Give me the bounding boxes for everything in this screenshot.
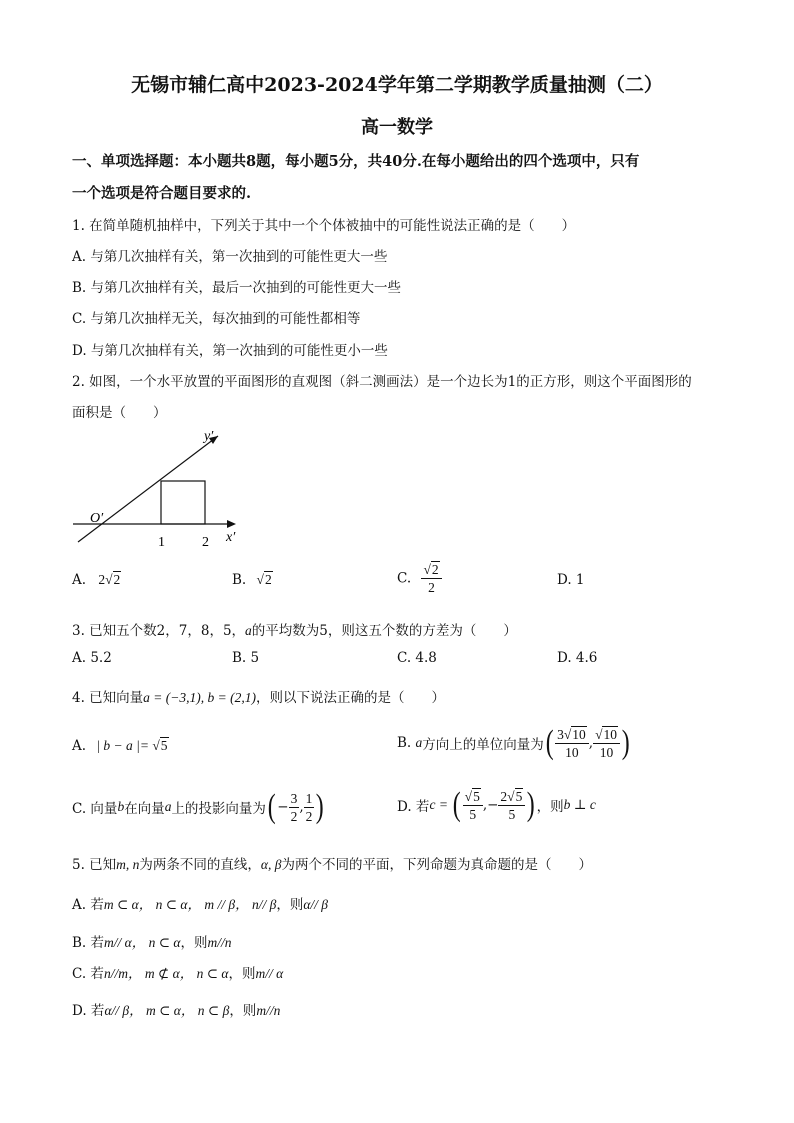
exam-title: 无锡市辅仁高中2023-2024学年第二学期教学质量抽测（二） — [131, 74, 663, 96]
q2-c-num: 2 — [431, 562, 439, 577]
q1-option-c: C. 与第几次抽样无关，每次抽到的可能性都相等 — [72, 311, 361, 327]
tick-label-1: 1 — [158, 535, 165, 550]
q3-option-a: A. 5.2 — [72, 650, 112, 666]
q4-d-label: D. 若 — [397, 799, 430, 815]
q5-d-then: ，则 — [229, 1003, 257, 1019]
q4-a-radicand: 5 — [160, 738, 168, 753]
q4-c-text: 上的投影向量为 — [171, 801, 266, 817]
q4-c-d1: 2 — [290, 808, 298, 824]
q4-option-d: D. 若c = ( $\frac{√5}{5}$ ,− $\frac{2√5}{5}$ ) ，则b ⊥ c — [397, 786, 596, 823]
q4-c-n1: 3 — [290, 790, 298, 806]
q2-option-b: B. √2 — [232, 572, 272, 588]
q5-d-expr: α// β， m ⊂ α， n ⊂ β — [104, 1003, 230, 1018]
q3-stem-post: 的平均数为5，则这五个数的方差为（ ） — [251, 623, 517, 639]
q4-d-c: c — [429, 797, 436, 812]
q5-b-expr: m// α， n ⊂ α — [104, 935, 181, 950]
square-shape — [161, 481, 205, 524]
q4-a-label: A. — [72, 738, 87, 754]
q1-option-a: A. 与第几次抽样有关，第一次抽到的可能性更大一些 — [72, 249, 388, 265]
q4-d-post: ，则 — [536, 799, 564, 815]
q5-a-expr: m ⊂ α， n ⊂ α， m // β， n// β — [103, 897, 277, 912]
q2-c-fraction: $\frac{√2}{2}$ — [421, 561, 441, 596]
q4-d-frac1: $\frac{√5}{5}$ — [463, 788, 483, 823]
q4-b-n1-coef: 3 — [557, 726, 564, 742]
q1-option-b: B. 与第几次抽样有关，最后一次抽到的可能性更大一些 — [72, 280, 402, 296]
q5-c-then: ，则 — [228, 966, 256, 982]
q5-d-label: D. 若 — [72, 1003, 105, 1019]
q4-option-a: A. | b − a |= √5 — [72, 738, 168, 754]
q2-b-radicand: 2 — [264, 572, 272, 587]
q5-stem-mid: 为两条不同的直线， — [139, 857, 261, 873]
section-heading-line2: 一个选项是符合题目要求的. — [72, 185, 252, 202]
q4-d-d2: 5 — [508, 806, 516, 822]
q4-c-n2: 1 — [305, 790, 313, 806]
q4-c-a: a — [164, 799, 172, 814]
q2-stem-line1: 2. 如图，一个水平放置的平面图形的直观图（斜二测画法）是一个边长为1的正方形，则这个平面图形的 — [72, 374, 692, 390]
left-paren: ( — [267, 788, 276, 825]
q5-d-res: m//n — [256, 1003, 281, 1018]
q2-option-a: A. 2√2 — [72, 572, 121, 588]
q3-option-b: B. 5 — [232, 650, 260, 666]
q5-c-res: m// α — [255, 966, 284, 981]
q2-c-den: 2 — [428, 580, 435, 595]
q5-option-a — [72, 893, 328, 913]
q4-b-vector: a — [415, 735, 423, 750]
q4-c-d2: 2 — [305, 808, 313, 824]
q4-b-frac2: $\frac{√10}{10}$ — [593, 726, 620, 761]
q5-b-then: ，则 — [180, 935, 208, 951]
right-paren: ) — [316, 788, 325, 825]
right-paren: ) — [527, 786, 535, 823]
q4-vector-def: a = (−3,1), b = (2,1) — [143, 690, 256, 705]
q4-d-frac2: $\frac{2√5}{5}$ — [498, 788, 525, 823]
q2-option-d: D. 1 — [557, 572, 585, 588]
q5-stem-pre: 5. 已知 — [72, 857, 117, 873]
q4-option-b: B. a方向上的单位向量为( $\frac{3√10}{10}$ , $\frac{√10}{10}$ ) — [397, 724, 630, 761]
x-axis-label: x′ — [226, 530, 236, 545]
q3-stem-pre: 3. 已知五个数2，7，8，5， — [72, 623, 246, 639]
q5-b-label: B. 若 — [72, 935, 105, 951]
q2-a-label: A. — [72, 572, 87, 588]
q2-oblique-figure — [68, 424, 258, 554]
q3-stem — [72, 619, 517, 639]
q5-stem-post: 为两个不同的平面，下列命题为真命题的是（ ） — [281, 857, 592, 873]
exam-subtitle: 高一数学 — [361, 117, 433, 138]
q4-c-label: C. 向量 — [72, 801, 118, 817]
q5-c-label: C. 若 — [72, 966, 104, 982]
q5-a-res: α// β — [303, 897, 329, 912]
q4-b-n1-rad: 10 — [572, 726, 586, 742]
q2-b-label: B. — [232, 572, 247, 588]
q5-mn: m, n — [116, 857, 140, 872]
q4-b-d2: 10 — [599, 744, 614, 760]
q3-var: a — [245, 623, 252, 638]
q2-a-radicand: 2 — [113, 572, 121, 587]
q4-stem — [72, 686, 445, 706]
q5-ab: α, β — [260, 857, 282, 872]
q5-c-expr: n//m， m ⊄ α， n ⊂ α — [103, 966, 229, 981]
q4-b-n2-rad: 10 — [603, 726, 617, 742]
q4-b-label: B. — [397, 735, 412, 751]
q4-d-rel: b ⊥ c — [563, 797, 596, 812]
q3-option-d: D. 4.6 — [557, 650, 598, 666]
origin-label: O′ — [90, 511, 104, 526]
q4-a-expr: | b − a |= — [96, 738, 153, 753]
q4-d-n1-rad: 5 — [473, 788, 480, 804]
q4-d-n2-rad: 5 — [515, 788, 523, 804]
q5-option-c — [72, 962, 283, 982]
section-heading-line1: 一、单项选择题：本小题共8题，每小题5分，共40分.在每小题给出的四个选项中，只有 — [72, 153, 640, 170]
q4-c-frac2 — [304, 790, 315, 825]
x-axis-arrow — [227, 520, 236, 528]
q5-option-b — [72, 931, 232, 951]
q4-b-d1: 10 — [565, 744, 579, 760]
q4-c-mid: 在向量 — [124, 801, 165, 817]
left-paren: ( — [545, 724, 554, 761]
q1-option-d: D. 与第几次抽样有关，第一次抽到的可能性更小一些 — [72, 343, 388, 359]
q5-stem — [72, 853, 592, 873]
q4-stem-post: ，则以下说法正确的是（ ） — [255, 690, 445, 706]
q5-a-then: ，则 — [276, 897, 304, 913]
right-paren: ) — [621, 724, 630, 761]
q5-a-label: A. 若 — [72, 897, 104, 913]
q4-option-c: C. 向量b在向量a上的投影向量为( − $\frac{3}{2}$ , $\frac{1}{2}$ ) — [72, 788, 325, 825]
q4-d-n2-coef: 2 — [500, 788, 508, 804]
q4-c-b: b — [117, 799, 125, 814]
q3-option-c: C. 4.8 — [397, 650, 437, 666]
q4-stem-pre: 4. 已知向量 — [72, 690, 144, 706]
q4-c-frac1 — [289, 790, 300, 825]
q4-d-d1: 5 — [469, 806, 477, 822]
q4-d-eq: = — [435, 797, 452, 812]
q2-a-coef: 2 — [98, 572, 106, 587]
y-axis-line — [78, 436, 218, 542]
left-paren: ( — [453, 786, 461, 823]
y-axis-label: y′ — [204, 429, 214, 444]
q1-stem: 1. 在简单随机抽样中，下列关于其中一个个体被抽中的可能性说法正确的是（ ） — [72, 218, 576, 234]
q5-b-res: m//n — [207, 935, 232, 950]
q5-option-d — [72, 999, 280, 1019]
tick-label-2: 2 — [202, 535, 209, 550]
q2-c-label: C. — [397, 570, 412, 587]
q4-b-frac1: $\frac{3√10}{10}$ — [555, 726, 589, 761]
q2-option-c — [397, 561, 442, 596]
q2-stem-line2: 面积是（ ） — [72, 405, 167, 421]
q4-b-text: 方向上的单位向量为 — [422, 737, 544, 753]
